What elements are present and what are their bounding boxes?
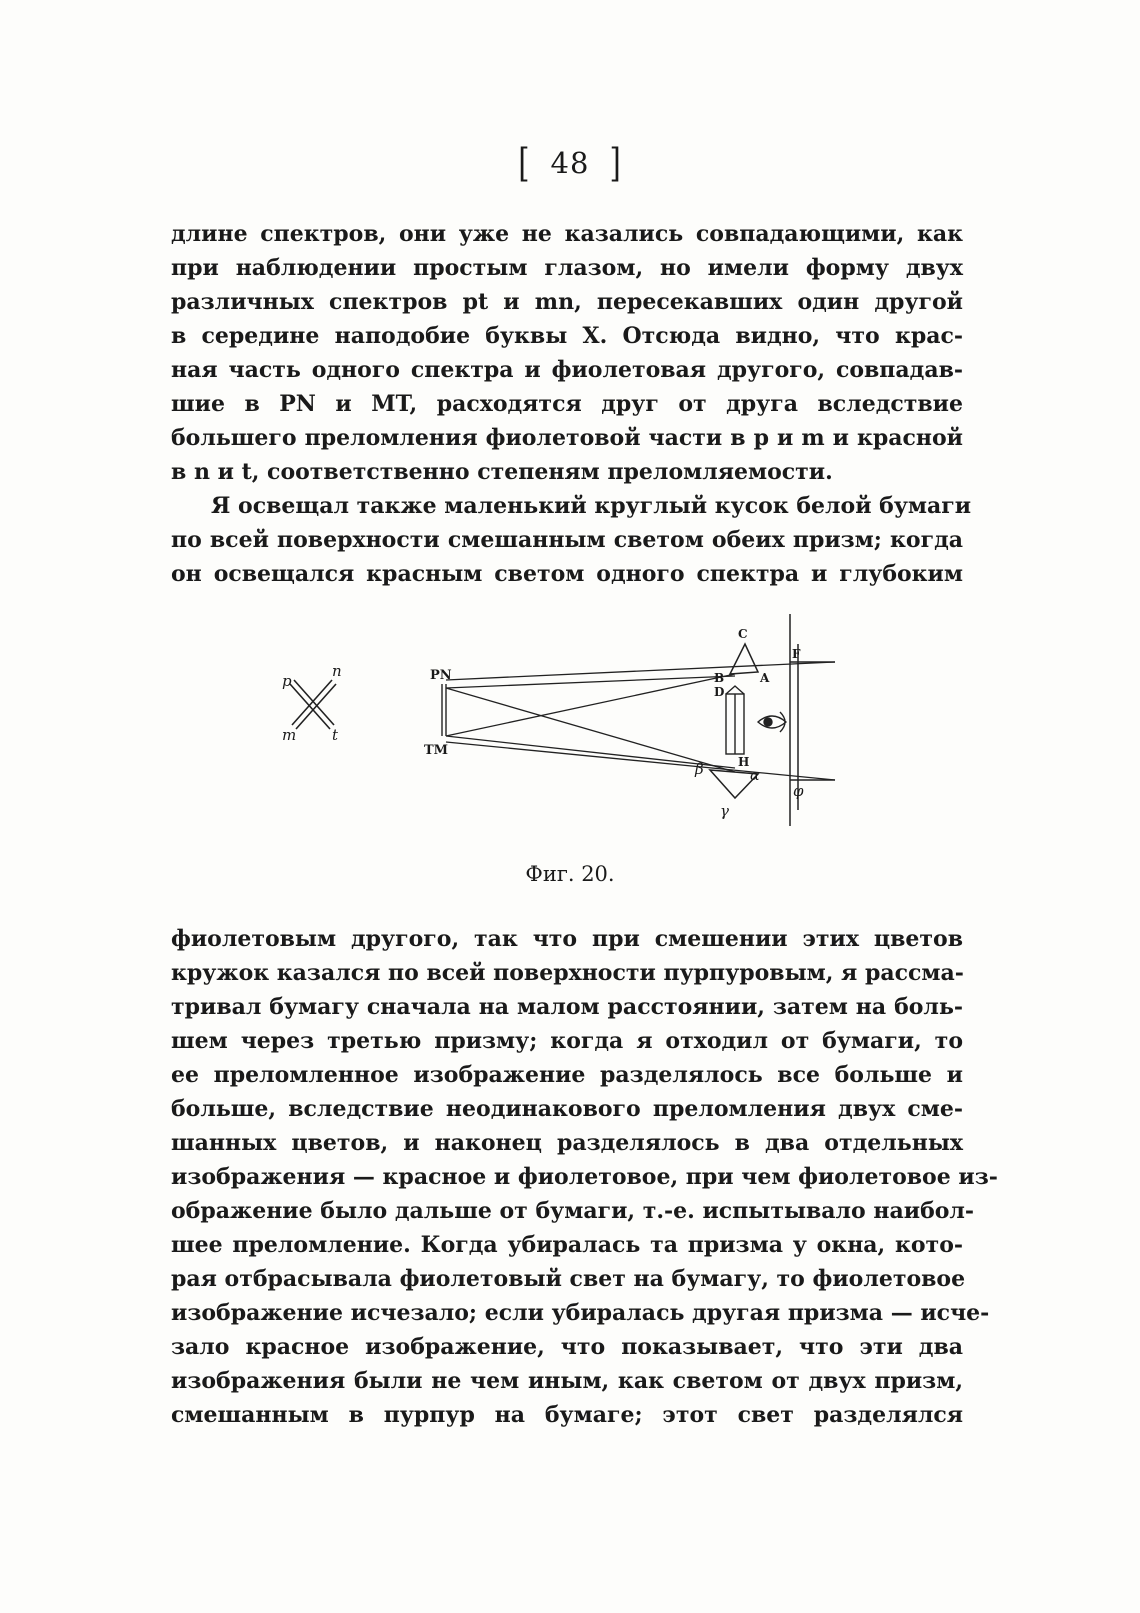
text-line: больше, вследствие неодинакового преломления двух сме- <box>171 1096 963 1122</box>
ray-bottom-upper <box>446 736 735 768</box>
text-line: длине спектров, они уже не казались совпадающими, как <box>171 221 963 247</box>
page-number-value: 48 <box>550 146 590 180</box>
text-line: ная часть одного спектра и фиолетовая другого, совпадав- <box>171 357 963 383</box>
text-line: фиолетовым другого, так что при смешении этих цветов <box>171 926 963 952</box>
text-line: изображения — красное и фиолетовое, при чем фиолетовое из- <box>171 1164 998 1190</box>
crossed-spectra <box>290 680 336 729</box>
text-line: кружок казался по всей поверхности пурпуровым, я рассма- <box>171 960 964 986</box>
text-line: шее преломление. Когда убиралась та призма у окна, кото- <box>171 1232 963 1258</box>
text-line: в середине наподобие буквы X. Отсюда видно, что крас- <box>171 323 963 349</box>
bracket-right: ] <box>609 140 622 186</box>
text-line: шем через третью призму; когда я отходил от бумаги, то <box>171 1028 963 1054</box>
text-line: по всей поверхности смешанным светом обеих призм; когда <box>171 527 963 553</box>
figure-diagram <box>280 614 880 854</box>
label-n: n <box>332 662 342 680</box>
label-TM: TM <box>424 743 449 758</box>
text-line: при наблюдении простым глазом, но имели форму двух <box>171 255 963 281</box>
text-line: шанных цветов, и наконец разделялось в два отдельных <box>171 1130 963 1156</box>
figure-caption: Фиг. 20. <box>525 862 615 886</box>
ray-cross-down <box>446 688 735 772</box>
text-line: смешанным в пурпур на бумаге; этот свет разделялся <box>171 1402 963 1428</box>
text-line: тривал бумагу сначала на малом расстоянии, затем на боль- <box>171 994 963 1020</box>
text-line: ображение было дальше от бумаги, т.-е. испытывало наибол- <box>171 1198 975 1224</box>
ray-top-upper <box>446 662 835 680</box>
label-H: H <box>738 755 750 769</box>
ray-bottom-lower <box>446 742 835 780</box>
label-gamma: γ <box>720 802 729 820</box>
label-B: B <box>714 671 725 685</box>
spectrum-pt-line-a <box>290 684 330 729</box>
text-line: большего преломления фиолетовой части в p и m и красной <box>171 425 963 451</box>
prism-abc <box>730 644 758 674</box>
label-p: p <box>282 672 292 690</box>
label-C: C <box>738 627 748 641</box>
prism-dh <box>726 686 744 754</box>
label-m: m <box>282 726 297 744</box>
spectrum-pt-line-b <box>294 680 334 725</box>
figure-20 <box>280 614 880 854</box>
eye-icon <box>758 712 786 732</box>
text-line: различных спектров pt и mn, пересекавших один другой <box>171 289 963 315</box>
text-line: он освещался красным светом одного спектра и глубоким <box>171 561 963 587</box>
text-line: рая отбрасывала фиолетовый свет на бумагу, то фиолетовое <box>171 1266 966 1292</box>
text-line: зало красное изображение, что показывает, что эти два <box>171 1334 963 1360</box>
text-line: Я освещал также маленький круглый кусок белой бумаги <box>211 493 972 519</box>
label-beta: β <box>695 760 704 778</box>
label-t: t <box>332 726 339 744</box>
label-PN: PN <box>430 668 452 683</box>
label-D: D <box>714 685 725 699</box>
text-line: изображение исчезало; если убиралась другая призма — исче- <box>171 1300 990 1326</box>
label-phi: φ <box>793 782 804 800</box>
page-number <box>0 140 1140 186</box>
text-block-bottom <box>171 922 998 1432</box>
text-line: шие в PN и MT, расходятся друг от друга вследствие <box>171 391 963 417</box>
text-block-top <box>171 217 972 591</box>
label-F: F <box>792 647 801 661</box>
spectrum-mn-line-b <box>296 684 336 729</box>
label-A: A <box>760 671 770 685</box>
spectrum-mn-line-a <box>292 680 332 725</box>
text-line: изображения были не чем иным, как светом от двух призм, <box>171 1368 963 1394</box>
ray-cross-up <box>446 674 735 736</box>
text-line: ее преломленное изображение разделялось все больше и <box>171 1062 963 1088</box>
bracket-left: [ <box>518 140 531 186</box>
text-line: в n и t, соответственно степеням преломляемости. <box>171 459 833 485</box>
label-alpha: α <box>750 768 760 784</box>
